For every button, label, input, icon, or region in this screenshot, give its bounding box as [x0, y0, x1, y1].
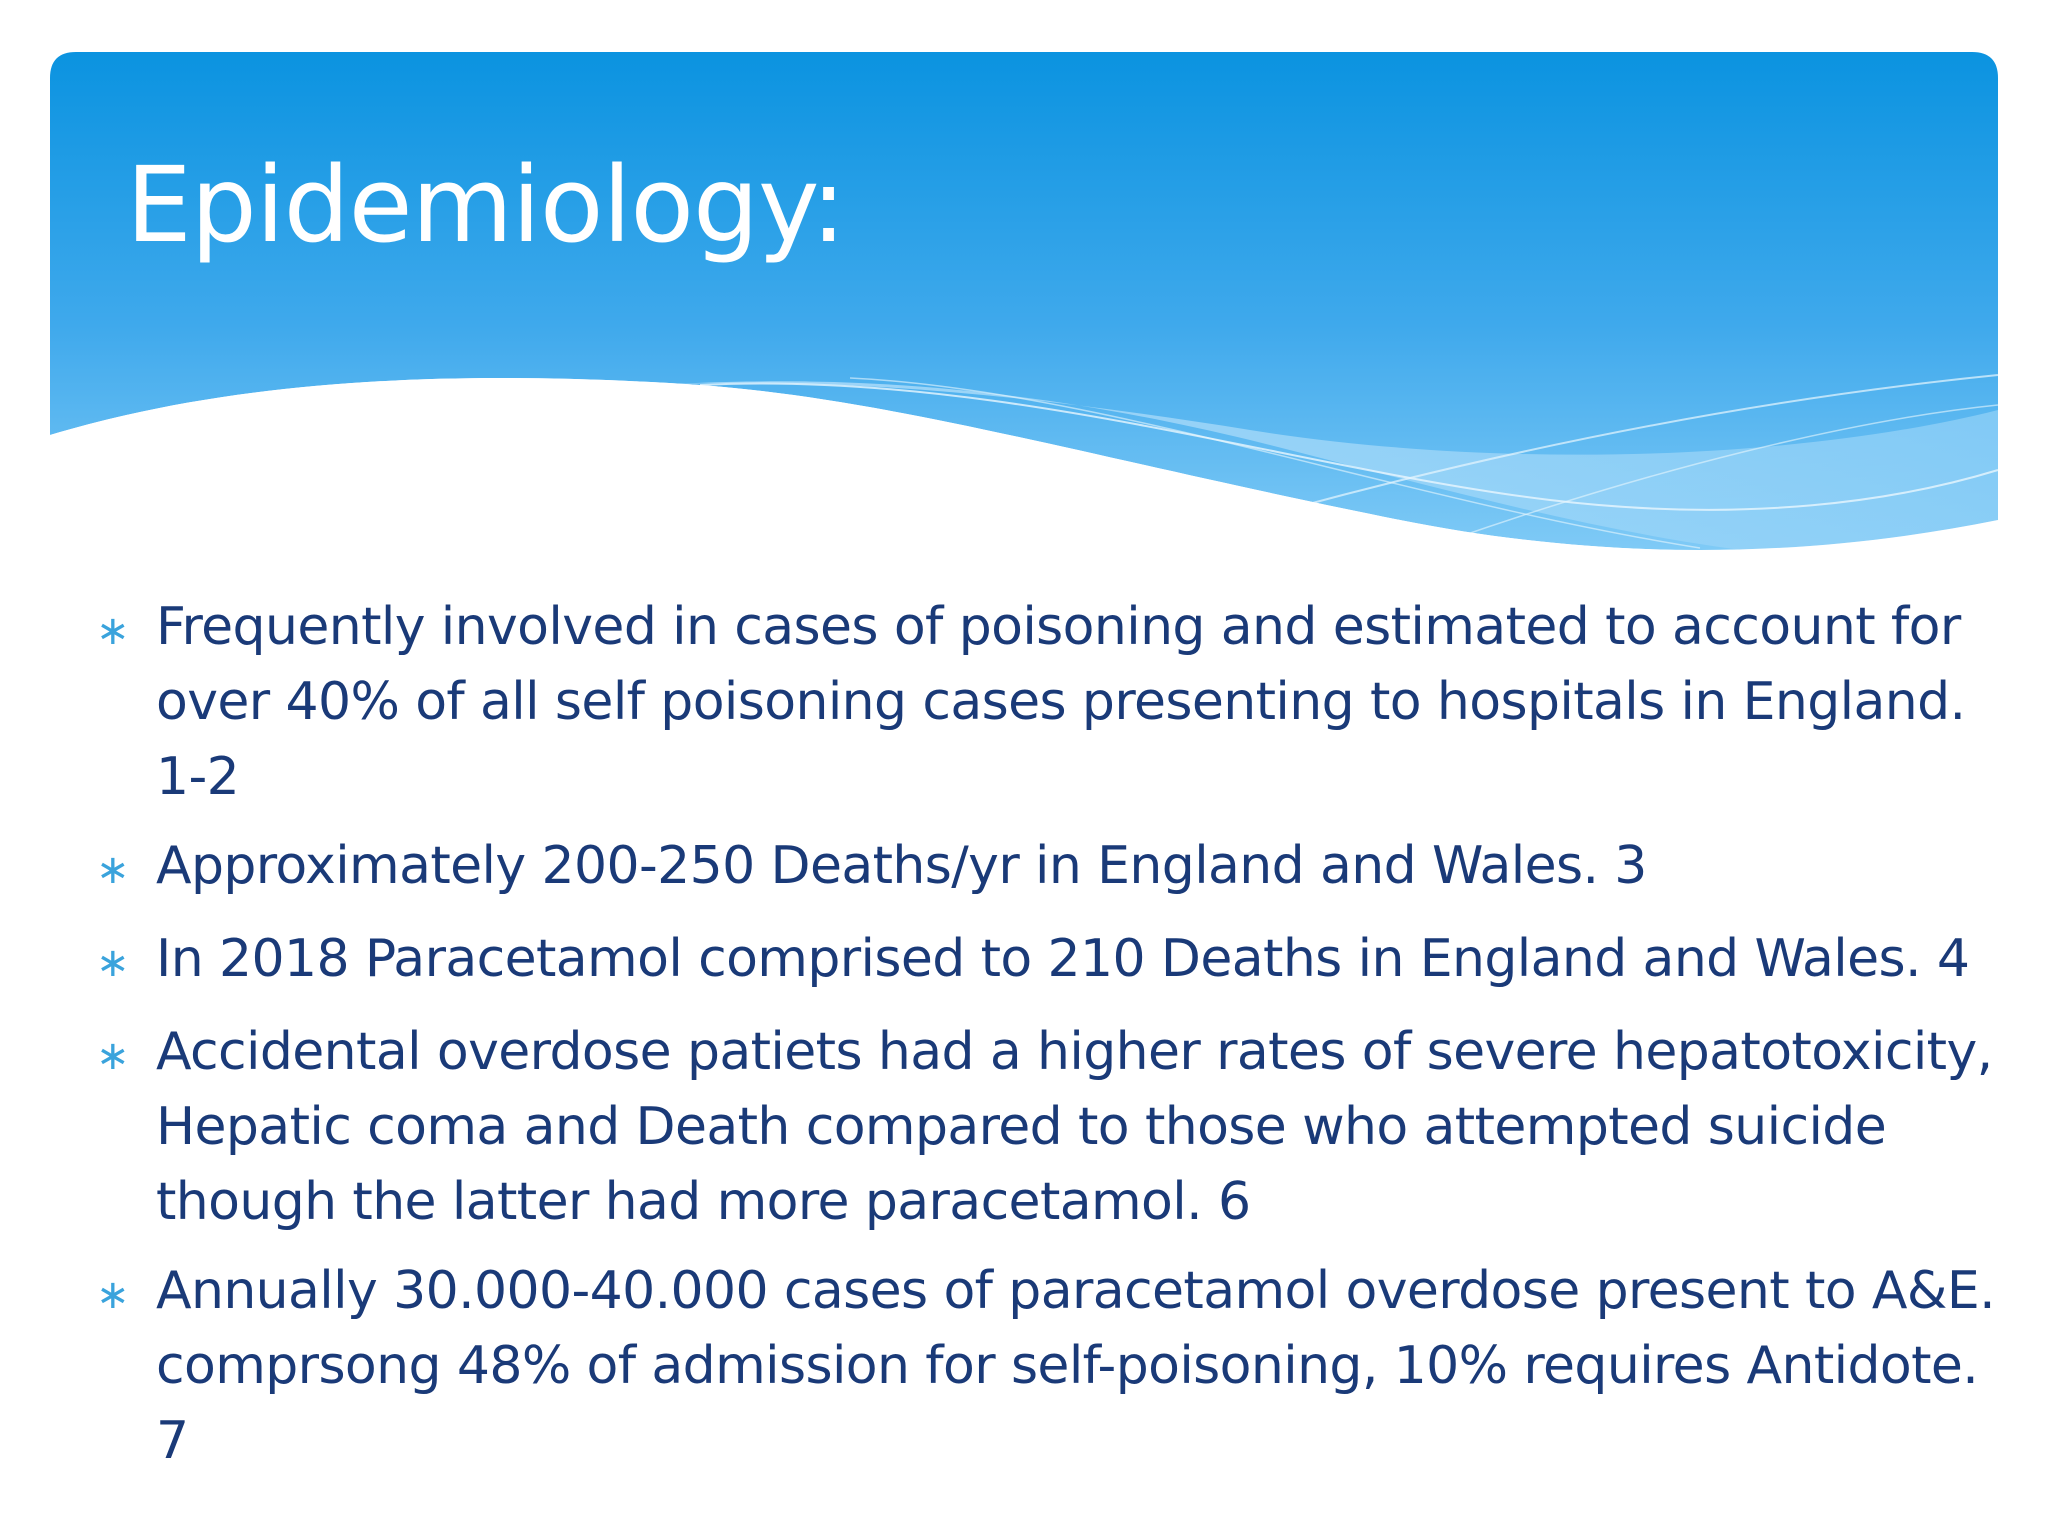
bullet-item	[96, 922, 1996, 1001]
bullet-text: Accidental overdose patiets had a higher rates of severe hepatotoxicity, Hepatic coma and Death compared to those who attempted suicide though the latter had more paracetamol. 6	[156, 1022, 1993, 1232]
asterisk-bullet-icon: ∗	[96, 608, 130, 654]
bullet-text: Annually 30.000-40.000 cases of paracetamol overdose present to A&E. comprsong 48% of admission for self-poisoning, 10% requires Antidote. 7	[156, 1261, 1996, 1471]
asterisk-bullet-icon: ∗	[96, 1033, 130, 1079]
bullet-item	[96, 829, 1996, 908]
bullet-text: In 2018 Paracetamol comprised to 210 Deaths in England and Wales. 4	[156, 929, 1970, 989]
bullet-item	[96, 1015, 1996, 1240]
bullet-text: Frequently involved in cases of poisoning and estimated to account for over 40% of all self poisoning cases presenting to hospitals in England. 1-2	[156, 597, 1966, 807]
bullet-list	[96, 590, 1996, 1493]
slide-title: Epidemiology:	[126, 144, 846, 266]
bullet-text: Approximately 200-250 Deaths/yr in England and Wales. 3	[156, 836, 1647, 896]
asterisk-bullet-icon: ∗	[96, 940, 130, 986]
bullet-item	[96, 1254, 1996, 1479]
asterisk-bullet-icon: ∗	[96, 847, 130, 893]
bullet-item	[96, 590, 1996, 815]
asterisk-bullet-icon: ∗	[96, 1272, 130, 1318]
header-wave-background	[0, 0, 2048, 600]
